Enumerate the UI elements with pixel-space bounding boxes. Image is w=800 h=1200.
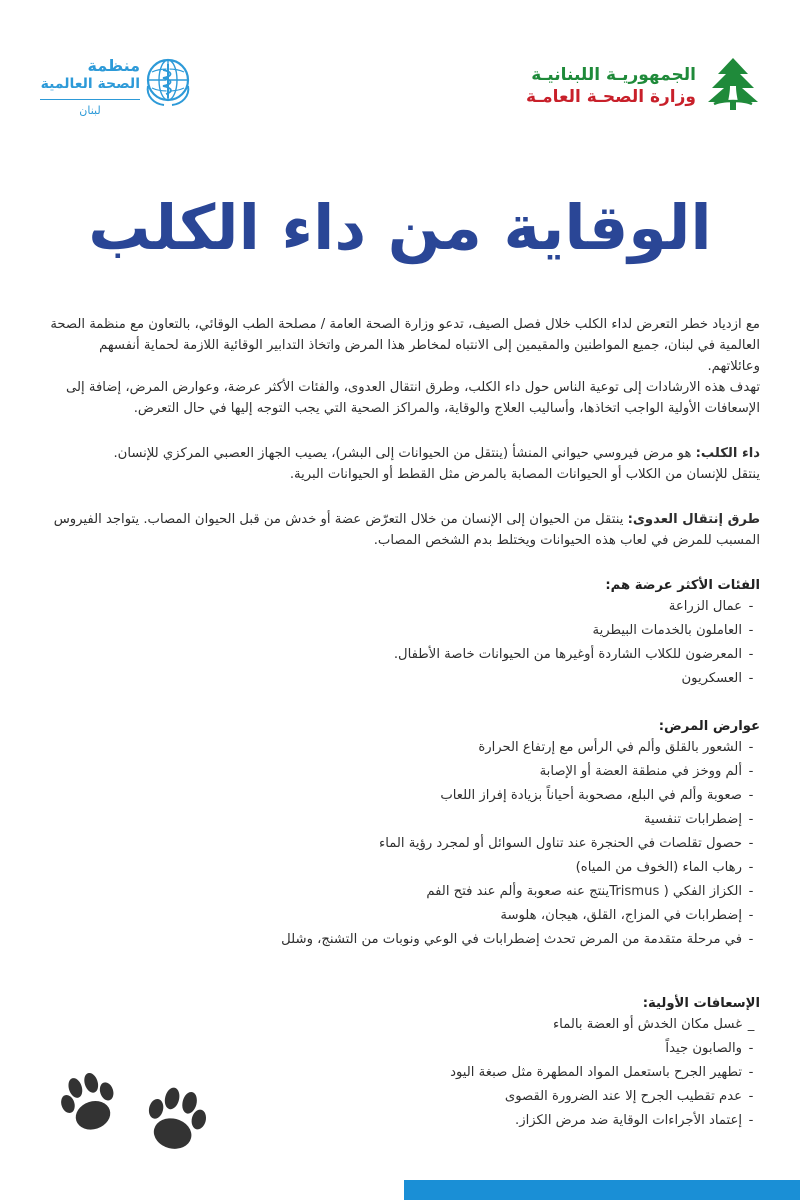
- bullet-dash: -: [748, 1065, 754, 1080]
- bullet-dash: -: [748, 623, 754, 638]
- first-aid-heading: الإسعافات الأولية:: [642, 996, 760, 1011]
- list-item: -حصول تقلصات في الحنجرة عند تناول السوائل أو لمجرد رؤية الماء: [44, 833, 760, 854]
- list-item: -الكزاز الفكي ( Trismusينتج عنه صعوبة وألم عند فتح الفم: [44, 881, 760, 902]
- bullet-dash: -: [748, 908, 754, 923]
- list-item: _غسل مكان الخدش أو العضة بالماء: [44, 1014, 760, 1035]
- intro-paragraph-2: تهدف هذه الارشادات إلى توعية الناس حول داء الكلب، وطرق انتقال العدوى، والفئات الأكثر عرضة، وعوارض المرض، إضافة إلى الإسعافات الأولية الواجب اتخاذها، وأساليب العلاج والوقاية، والمراكز الصحية التي يجب التوجه إليها في حال التعرض.: [66, 380, 760, 416]
- bullet-dash: -: [748, 740, 754, 755]
- who-country: لبنان: [79, 104, 101, 117]
- ministry-logo: [522, 56, 762, 116]
- list-item: -ألم ووخز في منطقة العضة أو الإصابة: [44, 761, 760, 782]
- rabies-definition-text-2: ينتقل للإنسان من الكلاب أو الحيوانات المصابة بالمرض مثل القطط أو الحيوانات البرية.: [289, 467, 760, 482]
- transmission-label: طرق إنتقال العدوى:: [627, 512, 760, 527]
- list-item: -إضطرابات تنفسية: [44, 809, 760, 830]
- transmission-section: [44, 509, 760, 551]
- bullet-dash: _: [747, 1017, 755, 1032]
- list-item: -في مرحلة متقدمة من المرض تحدث إضطرابات في الوعي ونوبات من التشنج، وشلل: [44, 929, 760, 950]
- footer-bar: [404, 1180, 800, 1200]
- republic-name: الجمهوريـة اللبنانيـة: [531, 65, 696, 85]
- ministry-title: وزارة الصحـة العامـة: [525, 87, 696, 107]
- paw-print-icon: [50, 1066, 128, 1140]
- list-item: -تطهير الجرح باستعمل المواد المطهرة مثل صبغة اليود: [44, 1062, 760, 1083]
- list-item: -العسكريون: [44, 668, 760, 689]
- rabies-definition-label: داء الكلب:: [695, 446, 760, 461]
- bullet-dash: -: [748, 1113, 754, 1128]
- paw-prints: [50, 1066, 220, 1166]
- list-item: -إضطرابات في المزاج، القلق، هيجان، هلوسة: [44, 905, 760, 926]
- bullet-dash: -: [748, 671, 754, 686]
- page-title: الوقاية من داء الكلب: [88, 191, 712, 264]
- who-divider: [40, 99, 140, 100]
- rabies-definition: [44, 443, 760, 464]
- ministry-name: [526, 64, 696, 108]
- rabies-definition-text: هو مرض فيروسي حيواني المنشأ (ينتقل من الحيوانات إلى البشر)، يصيب الجهاز العصبي المركزي للإنسان.: [113, 446, 696, 461]
- bullet-dash: -: [748, 836, 754, 851]
- bullet-dash: -: [748, 788, 754, 803]
- list-item: -عمال الزراعة: [44, 596, 760, 617]
- who-logo: [40, 54, 200, 124]
- risk-groups-heading: الفئات الأكثر عرضة هم:: [605, 578, 760, 593]
- who-emblem-icon: [142, 56, 194, 108]
- bullet-dash: -: [748, 764, 754, 779]
- who-name-line1: منظمة: [87, 56, 140, 75]
- who-name-line2: الصحة العالمية: [40, 76, 140, 92]
- list-item: -إعتماد الأجراءات الوقاية ضد مرض الكزاز.: [44, 1110, 760, 1131]
- intro-paragraph-1: مع ازدياد خطر التعرض لداء الكلب خلال فصل الصيف، تدعو وزارة الصحة العامة / مصلحة الطب الوقائي، بالتعاون مع منظمة الصحة العالمية في لبنان، جميع المواطنين والمقيمين إلى الانتباه لمخاطر هذا المرض واتخاذ التدابير الوقائية اللازمة لحماية أنفسهم وعائلاتهم.: [50, 317, 760, 374]
- list-item: -الشعور بالقلق وألم في الرأس مع إرتفاع الحرارة: [44, 737, 760, 758]
- list-item: -صعوبة وألم في البلع، مصحوبة أحياناً بزيادة إفراز اللعاب: [44, 785, 760, 806]
- list-item: -والصابون جيداً: [44, 1038, 760, 1059]
- bullet-dash: -: [748, 1041, 754, 1056]
- bullet-dash: -: [748, 1089, 754, 1104]
- bullet-dash: -: [748, 812, 754, 827]
- list-item: -عدم تقطيب الجرح إلا عند الضرورة القصوى: [44, 1086, 760, 1107]
- article-body: [44, 314, 760, 1134]
- list-item: -رهاب الماء (الخوف من المياه): [44, 857, 760, 878]
- symptoms-heading: عوارض المرض:: [658, 719, 760, 734]
- risk-groups-list: [44, 596, 760, 689]
- bullet-dash: -: [748, 860, 754, 875]
- paw-print-icon: [136, 1080, 216, 1160]
- cedar-logo-icon: [704, 56, 762, 112]
- bullet-dash: -: [748, 647, 754, 662]
- bullet-dash: -: [748, 884, 754, 899]
- transmission-text: ينتقل من الحيوان إلى الإنسان من خلال التعرّض عضة أو خدش من قبل الحيوان المصاب. يتواجد الفيروس المسبب للمرض في لعاب هذه الحيوانات ويختلط بدم الشخص المصاب.: [53, 512, 760, 548]
- list-item: -العاملون بالخدمات البيطرية: [44, 620, 760, 641]
- bullet-dash: -: [748, 599, 754, 614]
- symptoms-list: [44, 737, 760, 950]
- list-item: -المعرضون للكلاب الشاردة أوغيرها من الحيوانات خاصة الأطفال.: [44, 644, 760, 665]
- who-name: [40, 56, 140, 93]
- bullet-dash: -: [748, 932, 754, 947]
